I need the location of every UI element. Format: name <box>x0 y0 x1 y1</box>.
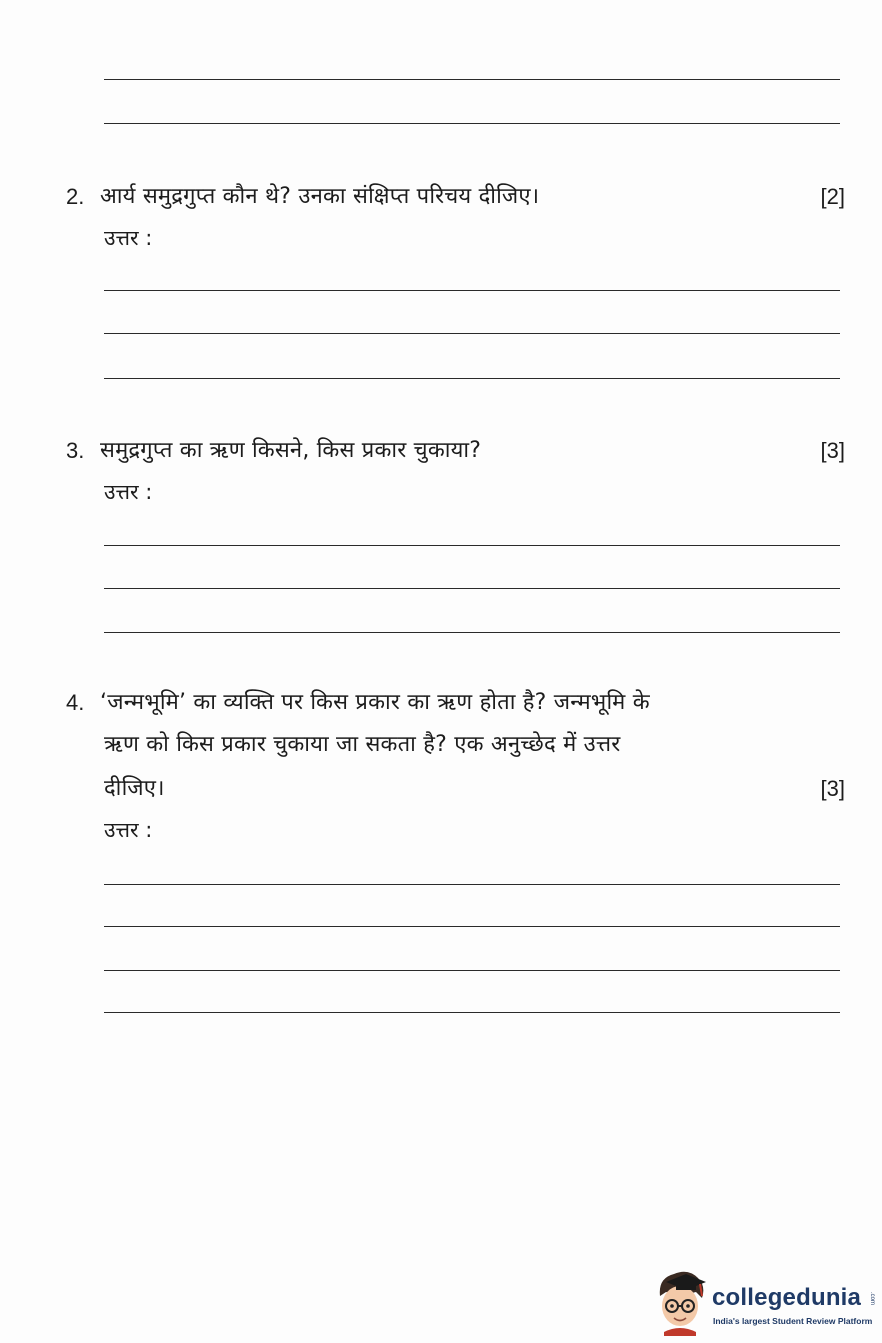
brand-tagline: India's largest Student Review Platform <box>713 1316 873 1326</box>
marks-badge: [2] <box>820 184 845 209</box>
marks-badge: [3] <box>820 438 845 463</box>
answer-line <box>104 926 840 927</box>
question-text: दीजिए। <box>104 776 165 801</box>
answer-line <box>104 884 840 885</box>
answer-line <box>104 588 840 589</box>
answer-line <box>104 632 840 633</box>
collegedunia-logo <box>652 1266 877 1338</box>
answer-line <box>104 79 840 80</box>
answer-line <box>104 290 840 291</box>
answer-label: उत्तर : <box>104 818 153 842</box>
brand-name: collegedunia <box>712 1284 862 1311</box>
answer-line <box>104 545 840 546</box>
answer-line <box>104 333 840 334</box>
answer-line <box>104 378 840 379</box>
answer-line <box>104 123 840 124</box>
answer-line <box>104 970 840 971</box>
answer-label: उत्तर : <box>104 480 153 504</box>
mascot-icon <box>652 1266 710 1336</box>
question-text: समुद्रगुप्त का ऋण किसने, किस प्रकार चुकाया? <box>100 438 482 463</box>
question-number: 4. <box>66 690 85 715</box>
brand-domain: .com <box>869 1292 875 1306</box>
question-number: 2. <box>66 184 85 209</box>
question-text: आर्य समुद्रगुप्त कौन थे? उनका संक्षिप्त परिचय दीजिए। <box>100 184 540 209</box>
question-text: ऋण को किस प्रकार चुकाया जा सकता है? एक अनुच्छेद में उत्तर <box>104 732 621 757</box>
marks-badge: [3] <box>820 776 845 801</box>
answer-line <box>104 1012 840 1013</box>
question-text: ‘जन्मभूमि’ का व्यक्ति पर किस प्रकार का ऋण होता है? जन्मभूमि के <box>100 690 650 715</box>
question-number: 3. <box>66 438 85 463</box>
answer-label: उत्तर : <box>104 226 153 250</box>
